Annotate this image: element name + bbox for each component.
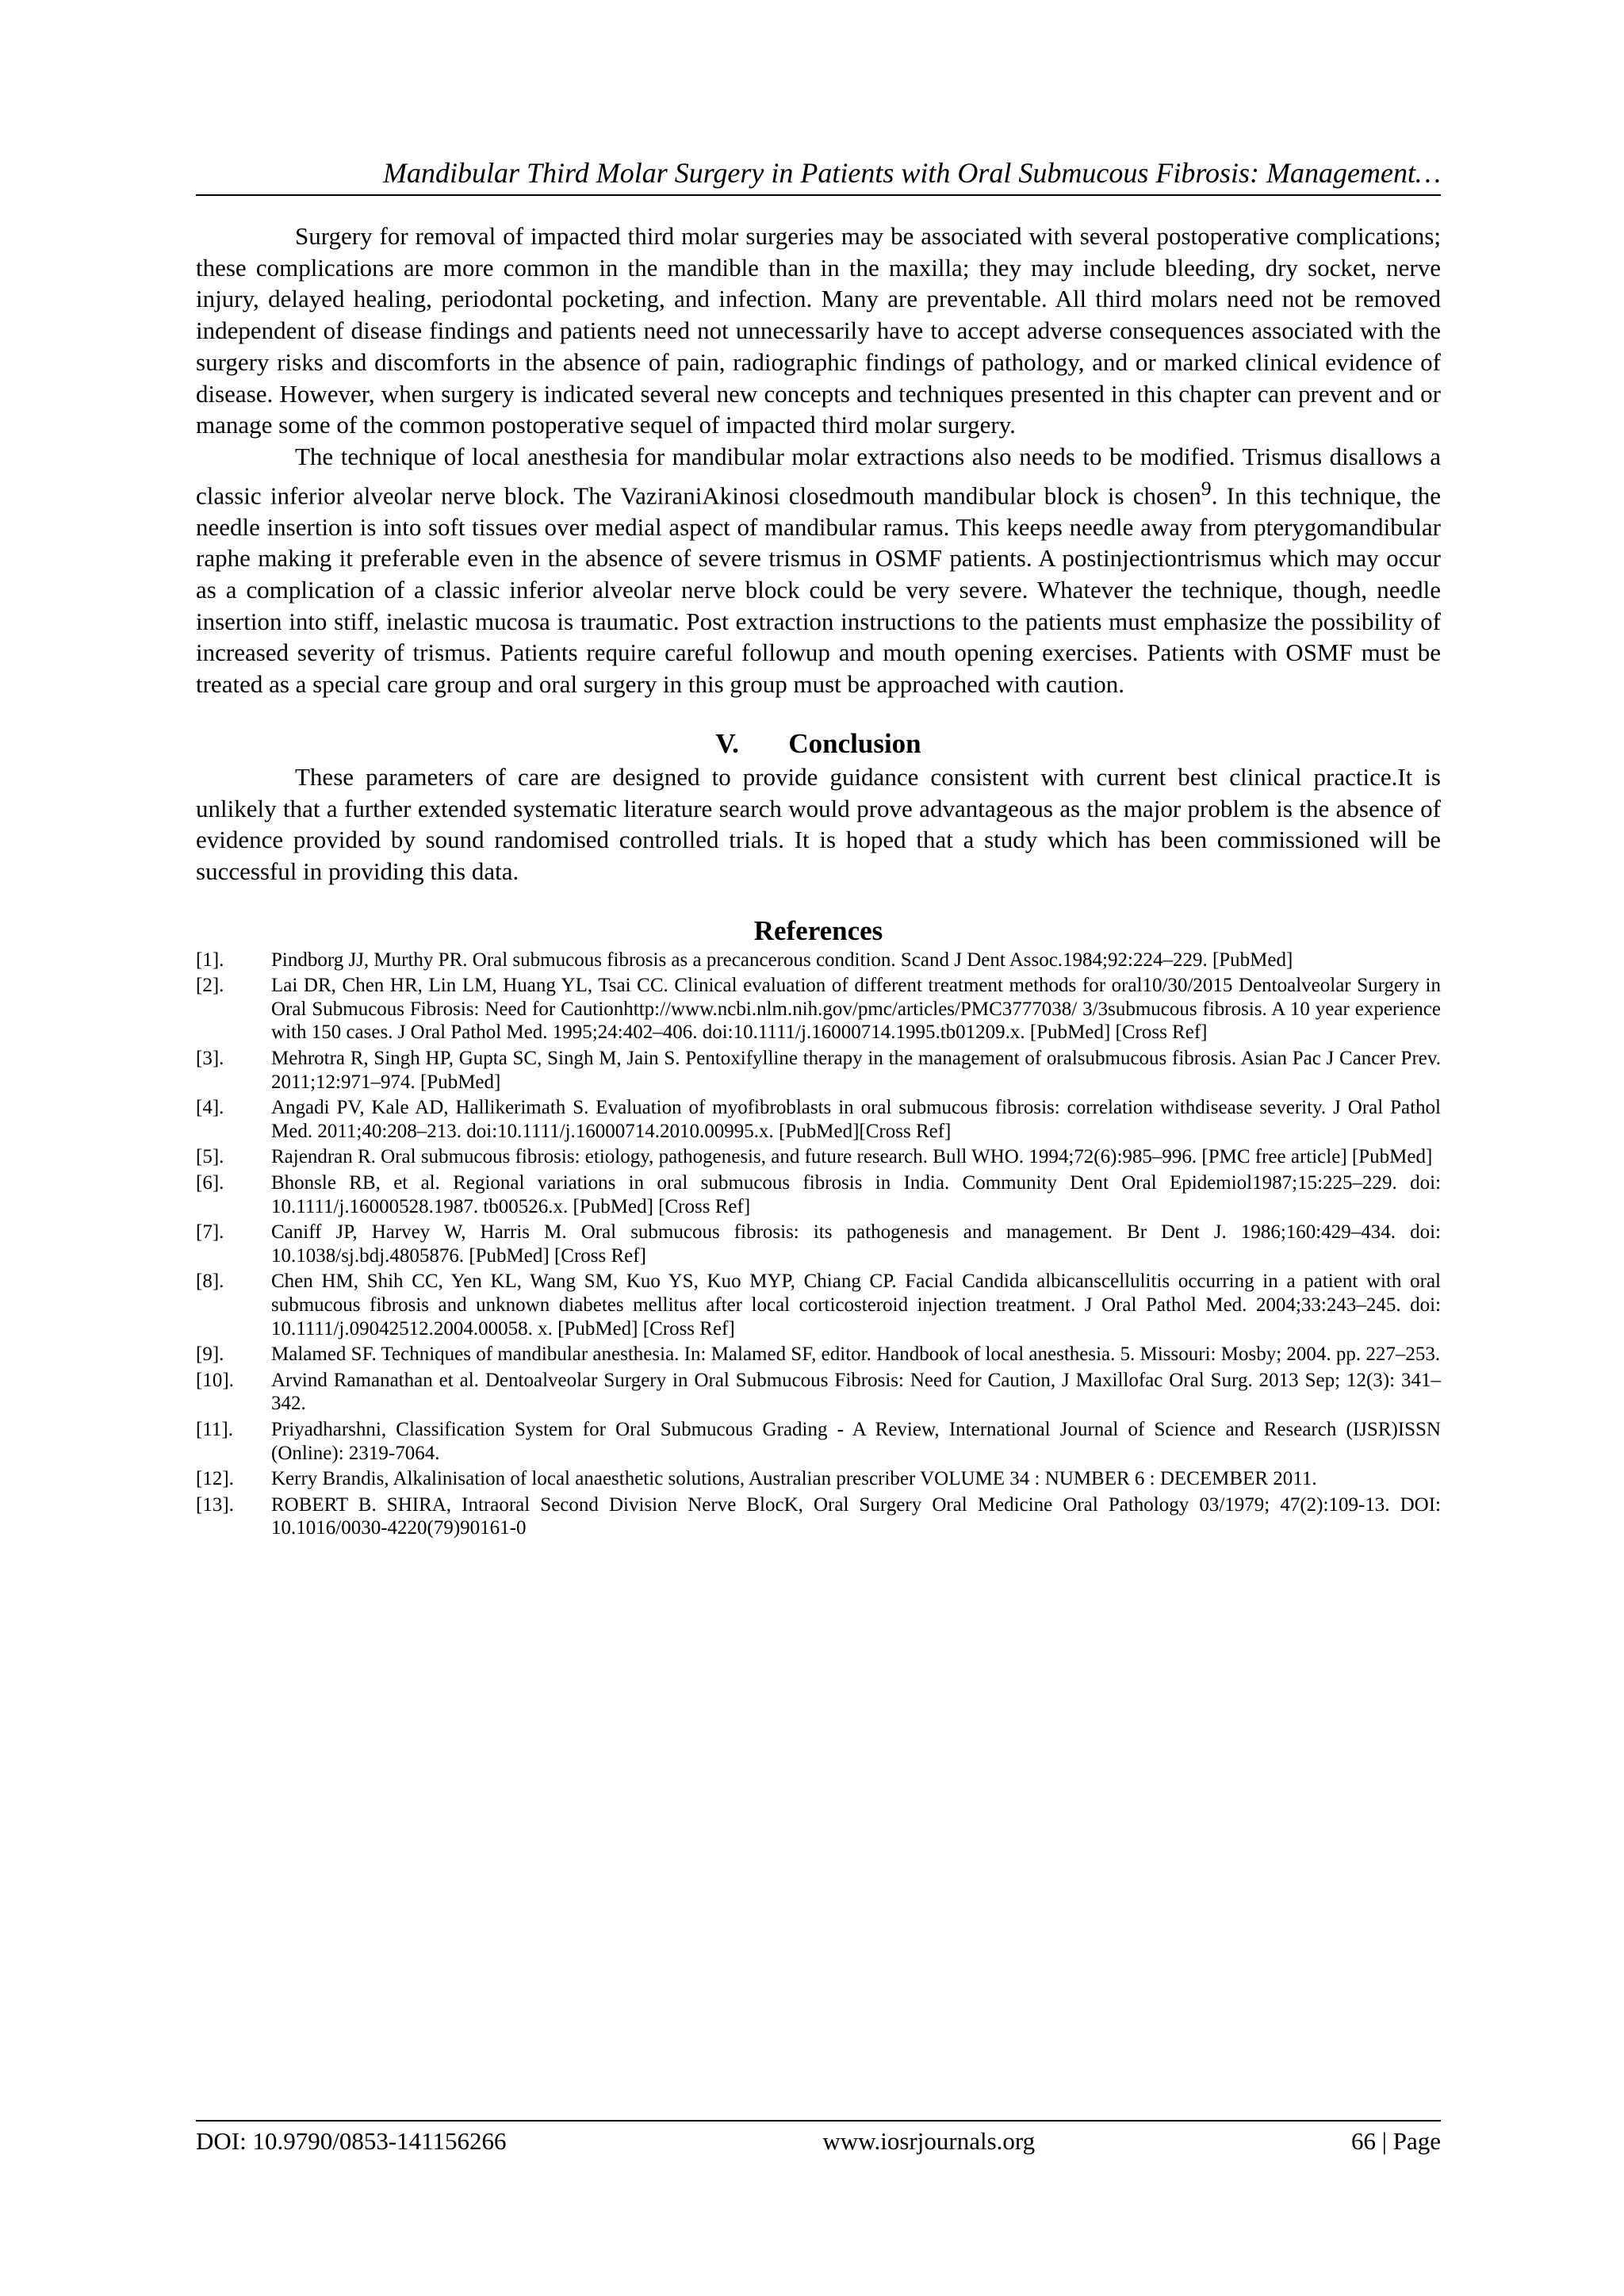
reference-text: Malamed SF. Techniques of mandibular anesthesia. In: Malamed SF, editor. Handbook of local anesthesia. 5. Missouri: Mosby; 2004. pp. 227–253.: [271, 1343, 1441, 1366]
reference-item: [196, 1270, 1441, 1340]
running-header: Mandibular Third Molar Surgery in Patients with Oral Submucous Fibrosis: Management…: [383, 157, 1441, 189]
reference-text: Chen HM, Shih CC, Yen KL, Wang SM, Kuo YS, Kuo MYP, Chiang CP. Facial Candida albicanscellulitis occurring in a patient with oral submucous fibrosis and unknown diabetes mellitus after local corticosteroid injection treatment. J Oral Pathol Med. 2004;33:243–245. doi: 10.1111/j.09042512.2004.00058. x. [PubMed] [Cross Ref]: [271, 1271, 1441, 1340]
reference-number: [13].: [196, 1493, 234, 1516]
reference-number: [12].: [196, 1468, 234, 1490]
reference-item: [196, 1171, 1441, 1218]
reference-number: [11].: [196, 1418, 233, 1440]
citation-superscript: 9: [1201, 476, 1212, 500]
reference-number: [3].: [196, 1048, 224, 1070]
paragraph-text-continued: . In this technique, the needle insertion is into soft tissues over medial aspect of mandibular ramus. This keeps needle away from pterygomandibular raphe making it preferable even in the absence of severe trismus in OSMF patients. A postinjectiontrismus which may occur as a complication of a classic inferior alveolar nerve block could be very severe. Whatever the technique, though, needle insertion into stiff, inelastic mucosa is traumatic. Post extraction instructions to the patients must emphasize the possibility of increased severity of trismus. Patients require careful followup and mouth opening exercises. Patients with OSMF must be treated as a special care group and oral surgery in this group must be approached with caution.: [196, 481, 1441, 699]
reference-item: [196, 1096, 1441, 1143]
reference-number: [4].: [196, 1097, 224, 1119]
reference-text: Caniff JP, Harvey W, Harris M. Oral submucous fibrosis: its pathogenesis and management. Br Dent J. 1986;160:429–434. doi: 10.1038/sj.bdj.4805876. [PubMed] [Cross Ref]: [271, 1221, 1441, 1267]
reference-text: Mehrotra R, Singh HP, Gupta SC, Singh M, Jain S. Pentoxifylline therapy in the management of oralsubmucous fibrosis. Asian Pac J Cancer Prev. 2011;12:971–974. [PubMed]: [271, 1048, 1441, 1093]
reference-text: Lai DR, Chen HR, Lin LM, Huang YL, Tsai CC. Clinical evaluation of different treatment methods for oral10/30/2015 Dentoalveolar Surgery in Oral Submucous Fibrosis: Need for Cautionhttp://www.ncbi.nlm.nih.gov/pmc/articles/PMC3777038/ 3/3submucous fibrosis. A 10 year experience with 150 cases. J Oral Pathol Med. 1995;24:402–406. doi:10.1111/j.16000714.1995.tb01209.x. [PubMed] [Cross Ref]: [271, 975, 1441, 1044]
reference-number: [6].: [196, 1172, 224, 1194]
reference-text: Bhonsle RB, et al. Regional variations in oral submucous fibrosis in India. Community Dent Oral Epidemiol1987;15:225–229. doi: 10.1111/j.16000528.1987. tb00526.x. [PubMed] [Cross Ref]: [271, 1172, 1441, 1217]
reference-item: [196, 974, 1441, 1045]
reference-item: [196, 1418, 1441, 1465]
reference-item: [196, 1145, 1441, 1169]
reference-text: Rajendran R. Oral submucous fibrosis: etiology, pathogenesis, and future research. Bull WHO. 1994;72(6):985–996. [PMC free article] [PubMed]: [271, 1146, 1433, 1168]
references-list: [196, 949, 1441, 1540]
reference-item: [196, 1343, 1441, 1366]
article-body: [196, 220, 1441, 1543]
reference-number: [8].: [196, 1271, 224, 1293]
reference-number: [10].: [196, 1369, 234, 1391]
reference-item: [196, 1493, 1441, 1540]
paragraph-local-anesthesia: [196, 441, 1441, 700]
header-divider: [196, 194, 1441, 196]
footer-page-number: 66 | Page: [1351, 2127, 1441, 2155]
reference-number: [2].: [196, 975, 224, 997]
reference-text: Angadi PV, Kale AD, Hallikerimath S. Evaluation of myofibroblasts in oral submucous fibrosis: correlation withdisease severity. J Oral Pathol Med. 2011;40:208–213. doi:10.1111/j.16000714.2010.00995.x. [PubMed][Cross Ref]: [271, 1097, 1441, 1142]
paragraph-text: The technique of local anesthesia for mandibular molar extractions also needs to be modified. Trismus disallows a classic inferior alveolar nerve block. The VaziraniAkinosi closedmouth mandibular block is chosen: [196, 442, 1441, 509]
page-footer: [196, 2125, 1441, 2157]
reference-item: [196, 1467, 1441, 1491]
paragraph-conclusion: These parameters of care are designed to provide guidance consistent with current best clinical practice.It is unlikely that a further extended systematic literature search would prove advantageous as the major problem is the absence of evidence provided by sound randomised controlled trials. It is hoped that a study which has been commissioned will be successful in providing this data.: [196, 762, 1441, 885]
reference-item: [196, 1221, 1441, 1267]
section-title: Conclusion: [788, 727, 921, 759]
reference-item: [196, 1047, 1441, 1094]
footer-divider: [196, 2120, 1441, 2122]
footer-website: www.iosrjournals.org: [822, 2127, 1036, 2155]
reference-item: [196, 949, 1441, 972]
section-heading-conclusion: [196, 726, 1441, 761]
reference-number: [5].: [196, 1146, 224, 1168]
reference-number: [9].: [196, 1343, 224, 1366]
reference-text: ROBERT B. SHIRA, Intraoral Second Division Nerve BlocK, Oral Surgery Oral Medicine Oral Pathology 03/1979; 47(2):109-13. DOI: 10.1016/0030-4220(79)90161-0: [271, 1493, 1441, 1539]
footer-doi: DOI: 10.9790/0853-141156266: [196, 2127, 507, 2155]
reference-text: Priyadharshni, Classification System for Oral Submucous Grading - A Review, International Journal of Science and Research (IJSR)ISSN (Online): 2319-7064.: [271, 1418, 1441, 1464]
paragraph-postoperative-complications: Surgery for removal of impacted third molar surgeries may be associated with several postoperative complications; these complications are more common in the mandible than in the maxilla; they may include bleeding, dry socket, nerve injury, delayed healing, periodontal pocketing, and infection. Many are preventable. All third molars need not be removed independent of disease findings and patients need not unnecessarily have to accept adverse consequences associated with the surgery risks and discomforts in the absence of pain, radiographic findings of pathology, and or marked clinical evidence of disease. However, when surgery is indicated several new concepts and techniques presented in this chapter can prevent and or manage some of the common postoperative sequel of impacted third molar surgery.: [196, 222, 1441, 439]
reference-number: [7].: [196, 1221, 224, 1244]
section-number: V.: [715, 727, 739, 759]
reference-text: Pindborg JJ, Murthy PR. Oral submucous fibrosis as a precancerous condition. Scand J Dent Assoc.1984;92:224–229. [PubMed]: [271, 949, 1293, 971]
reference-item: [196, 1369, 1441, 1416]
reference-number: [1].: [196, 949, 224, 971]
reference-text: Kerry Brandis, Alkalinisation of local anaesthetic solutions, Australian prescriber VOLUME 34 : NUMBER 6 : DECEMBER 2011.: [271, 1468, 1317, 1490]
reference-text: Arvind Ramanathan et al. Dentoalveolar Surgery in Oral Submucous Fibrosis: Need for Caution, J Maxillofac Oral Surg. 2013 Sep; 12(3): 341–342.: [271, 1369, 1441, 1415]
references-heading: References: [753, 914, 883, 946]
